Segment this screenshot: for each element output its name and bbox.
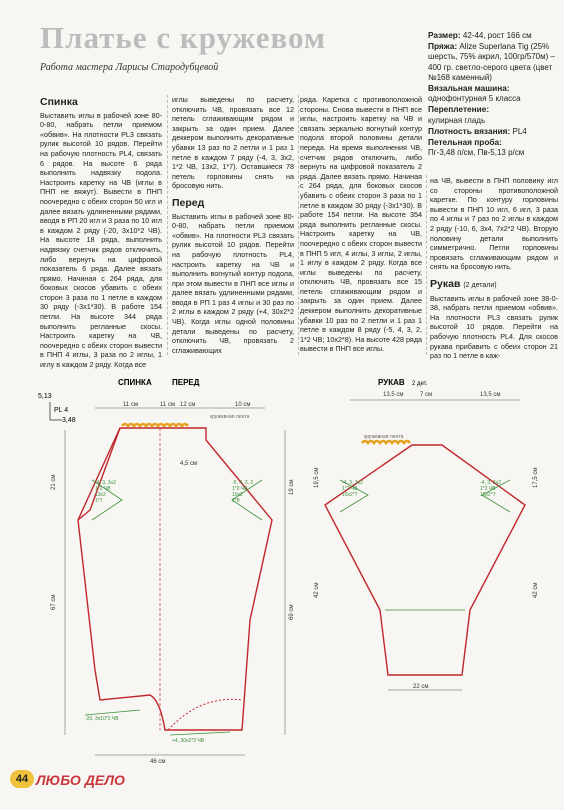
dim-175: 17,5 см [533, 467, 539, 488]
back-text-continued: иглы выведены по расчету, отключить ЧВ, провязать все 12 петель сглаживающим рядом и закрыть за один прием. Далее деккером выполнить декоративные убавки 13 раз по 2 петли и 1 раз 1 петле в каждом 7 ряду (-4, 3, 3х2, 1*2 ЧВ, 13х2, 1*7). Оставшиеся 78 петель горловины снять на бросовую нить. [172, 95, 294, 191]
size-value: 42-44, рост 166 см [462, 31, 532, 40]
body-outline [78, 428, 272, 730]
interlace-label: Переплетение: [428, 104, 490, 115]
back-heading: Спинка [40, 96, 78, 108]
front-text: Выставить иглы в рабочей зоне 80-0-80, набрать петли приемом «обвив». На плотности PL3 связать рулик высотой 10 рядов. Перейти на рабочую плотность PL4, настроить каретку на ЧВ и выполнить вогнутый контур подола, при этом вывести в ПНП все иглы и далее вязать удлиненными рядами, вводя в РП 1 раз 4 иглы и 30 раз по 2 иглы в каждом 2 ряду (+4, 30х2*2 ЧВ). Когда иглы одной половины детали выведены по расчету, отключить ЧВ, провязать 2 сглаживающих [172, 211, 294, 355]
dim-69: 69 см [289, 604, 295, 620]
column-back [40, 98, 162, 370]
machine-value: однофонтурная 5 класса [428, 94, 521, 104]
sleeve-text: Выставить иглы в рабочей зоне 38-0-38, набрать петли приемом «обвив». На плотности PL3 связать рулик высотой 10 рядов. Перейти на рабочую плотность PL4. Для скосов рукава прибавить с обеих сторон 21 раз по 1 петле в каж- [430, 293, 558, 361]
test-value: Пг-3,48 п/см, Пв-5,13 р/см [428, 148, 525, 158]
pl-row: 5,13 [38, 393, 52, 400]
yarn-value: Alize Superlana Tig (25% шерсть, 75% акрил, 100гр/570м) – 400 гр. светло-серого цвета (цвет №168 каменный) [428, 42, 555, 82]
back-text: Выставить иглы в рабочей зоне 80-0-80, набрать петли приемом «обвив». На плотности PL3 связать рулик высотой 10 рядов. Перейти на рабочую плотность PL4, связать 6 рядов. На высоте 6 ряда выполнить надвязку подола. Настроить каретку на ЧВ (иглы в ПНП не вяжут). Вывести в ПНП поочередно с обеих сторон 50 игл и далее вязать удлиненными рядами, вводя в РП 20 игл и 3 раза по 10 игл в каждом 2 ряду (-20, 3х10*2 ЧВ). На высоте 18 ряда, выполнить надвязку счетчик рядов отключить, либо вернуть на цифровой показатель 6 ряда. Далее вязать прямо. Начиная с 264 ряда, для боковых скосов убавить с обеих сторон 3 раза по 1 петле в каждом 30 ряду (-3х1*30). В работе 154 петли. На высоте 344 ряда выполнить регланные скосы. Настроить каретку на ЧВ, поочередно с обеих сторон вывести в ПНП 4 иглы, 3 раза по 2 иглы, 1 иглу в каждом 2 ряду. Когда все [40, 110, 162, 370]
dim-67: 67 см [51, 594, 57, 610]
magazine-logo: ЛЮБО ДЕЛО [36, 772, 125, 788]
info-box [428, 30, 558, 158]
density-value: PL4 [512, 126, 527, 136]
label-front: ПЕРЕД [172, 378, 200, 387]
density-label: Плотность вязания: [428, 125, 511, 136]
label-back: СПИНКА [118, 378, 152, 387]
pl-label: PL 4 [54, 407, 69, 414]
dim-42a: 42 см [314, 582, 320, 598]
front-heading: Перед [172, 196, 205, 209]
front-text-continued: ряда. Каретка с противоположной стороны. Снова вывести в ПНП все иглы, настроить каретку на ЧВ и связать зеркально вогнутый контур подола второй половины детали переда. На время выполнения ЧВ, счетчик рядов отключить, либо вернуть на цифровой показатель 2 ряда. Далее вязать прямо. Начиная с 264 ряда, для боковых скосов убавить с обеих сторон 3 раза по 1 петле в каждом 30 ряду (-3х1*30). В работе 154 петли. На высоте 354 ряда выполнить регланные скосы. Настроить каретку на ЧВ, поочередно с обеих сторон вывести в ПНП 5 игл, 4 иглы, 3 иглы, 2 иглы, 1 иглу в каждом 2 ряду. Когда все иглы выведены по расчету, отключить ЧВ, провязать все 15 петель сглаживающим рядом и закрыть за один прием. Далее деккером выполнить декоративные убавки 10 раз по 2 петли и 1 раз 1 петле в каждом 8 ряду (-5, 4, 3, 2, 1*2 ЧВ; 10х2*8). На высоте 428 ряда вывести в ПНП все иглы. [300, 95, 423, 354]
lace-label-body: кружевная лента [210, 414, 250, 420]
formula-front: -5, 4, 3, 2 1*2 ЧВ 10х2 1*8 [232, 480, 254, 504]
dim-21: 21 см [51, 474, 57, 490]
test-label: Петельная проба: [428, 137, 502, 148]
formula-sleeve-right: -4, 3, 3х2 1*2 ЧВ 16х2*7 [480, 480, 501, 498]
lace-label-sleeve: кружевная лента [364, 434, 404, 440]
dim-11a: 11 см [123, 402, 139, 408]
dim-7: 7 см [420, 392, 433, 398]
article-author: Работа мастера Ларисы Стародубцевой [40, 62, 219, 73]
dim-19: 19 см [289, 479, 295, 495]
dim-12: 12 см [180, 402, 196, 408]
machine-label: Вязальная машина: [428, 83, 510, 94]
dim-135b: 13,5 см [480, 392, 501, 398]
density-legend [38, 393, 76, 424]
dim-195: 19,5 см [314, 467, 320, 488]
hem-front: +4, 30х2*2 ЧВ [172, 738, 205, 744]
article-title: Платье с кружевом [40, 20, 327, 55]
raglan-annotations [85, 480, 262, 744]
pl-col: 3,48 [62, 417, 76, 424]
sleeve-heading-note: (2 детали) [463, 281, 497, 289]
label-sleeve-note: 2 дет. [412, 381, 428, 387]
pattern-diagram [0, 370, 564, 770]
neckline-text: на ЧВ, вывести в ПНП половину игл со стороны противоположной каретке. По контуру горловины вывести в ПНП 10 игл, 6 игл, 3 раза по 4 иглы и 7 раз по 2 иглы в каждом 2 ряду (-10, 6, 3х4, 7х2*2 ЧВ). Вторую половину детали выполнить симметрично. Петли горловины провязать сглаживающим рядом и снять на бросовую нить. [430, 176, 558, 272]
dim-45: 4,5 см [180, 461, 198, 467]
yarn-label: Пряжа: [428, 41, 458, 52]
page-number: 44 [10, 770, 34, 788]
column-front-continued [300, 95, 422, 354]
interlace-value: кулирная гладь [428, 115, 486, 125]
label-sleeve: РУКАВ [378, 378, 405, 387]
dim-22: 22 см [413, 684, 429, 690]
dim-11b: 11 см [160, 402, 176, 408]
dim-46: 46 см [150, 759, 166, 765]
formula-sleeve-left: -4, 3, 3х2 1*2 ЧВ 16х2*7 [342, 480, 363, 498]
sleeve-heading: Рукав [430, 277, 461, 290]
dim-135a: 13,5 см [383, 392, 404, 398]
size-label: Размер: [428, 30, 461, 40]
column-front [172, 95, 294, 355]
sleeve-annotations [340, 480, 510, 610]
dim-42b: 42 см [533, 582, 539, 598]
formula-back: -4, 3, 3х2 1*2 ЧВ 13х2 1*7 [95, 480, 116, 504]
dim-10: 10 см [235, 402, 251, 408]
column-sleeve [430, 176, 558, 361]
hem-back: -20, 3х10*2 ЧВ [85, 716, 119, 722]
